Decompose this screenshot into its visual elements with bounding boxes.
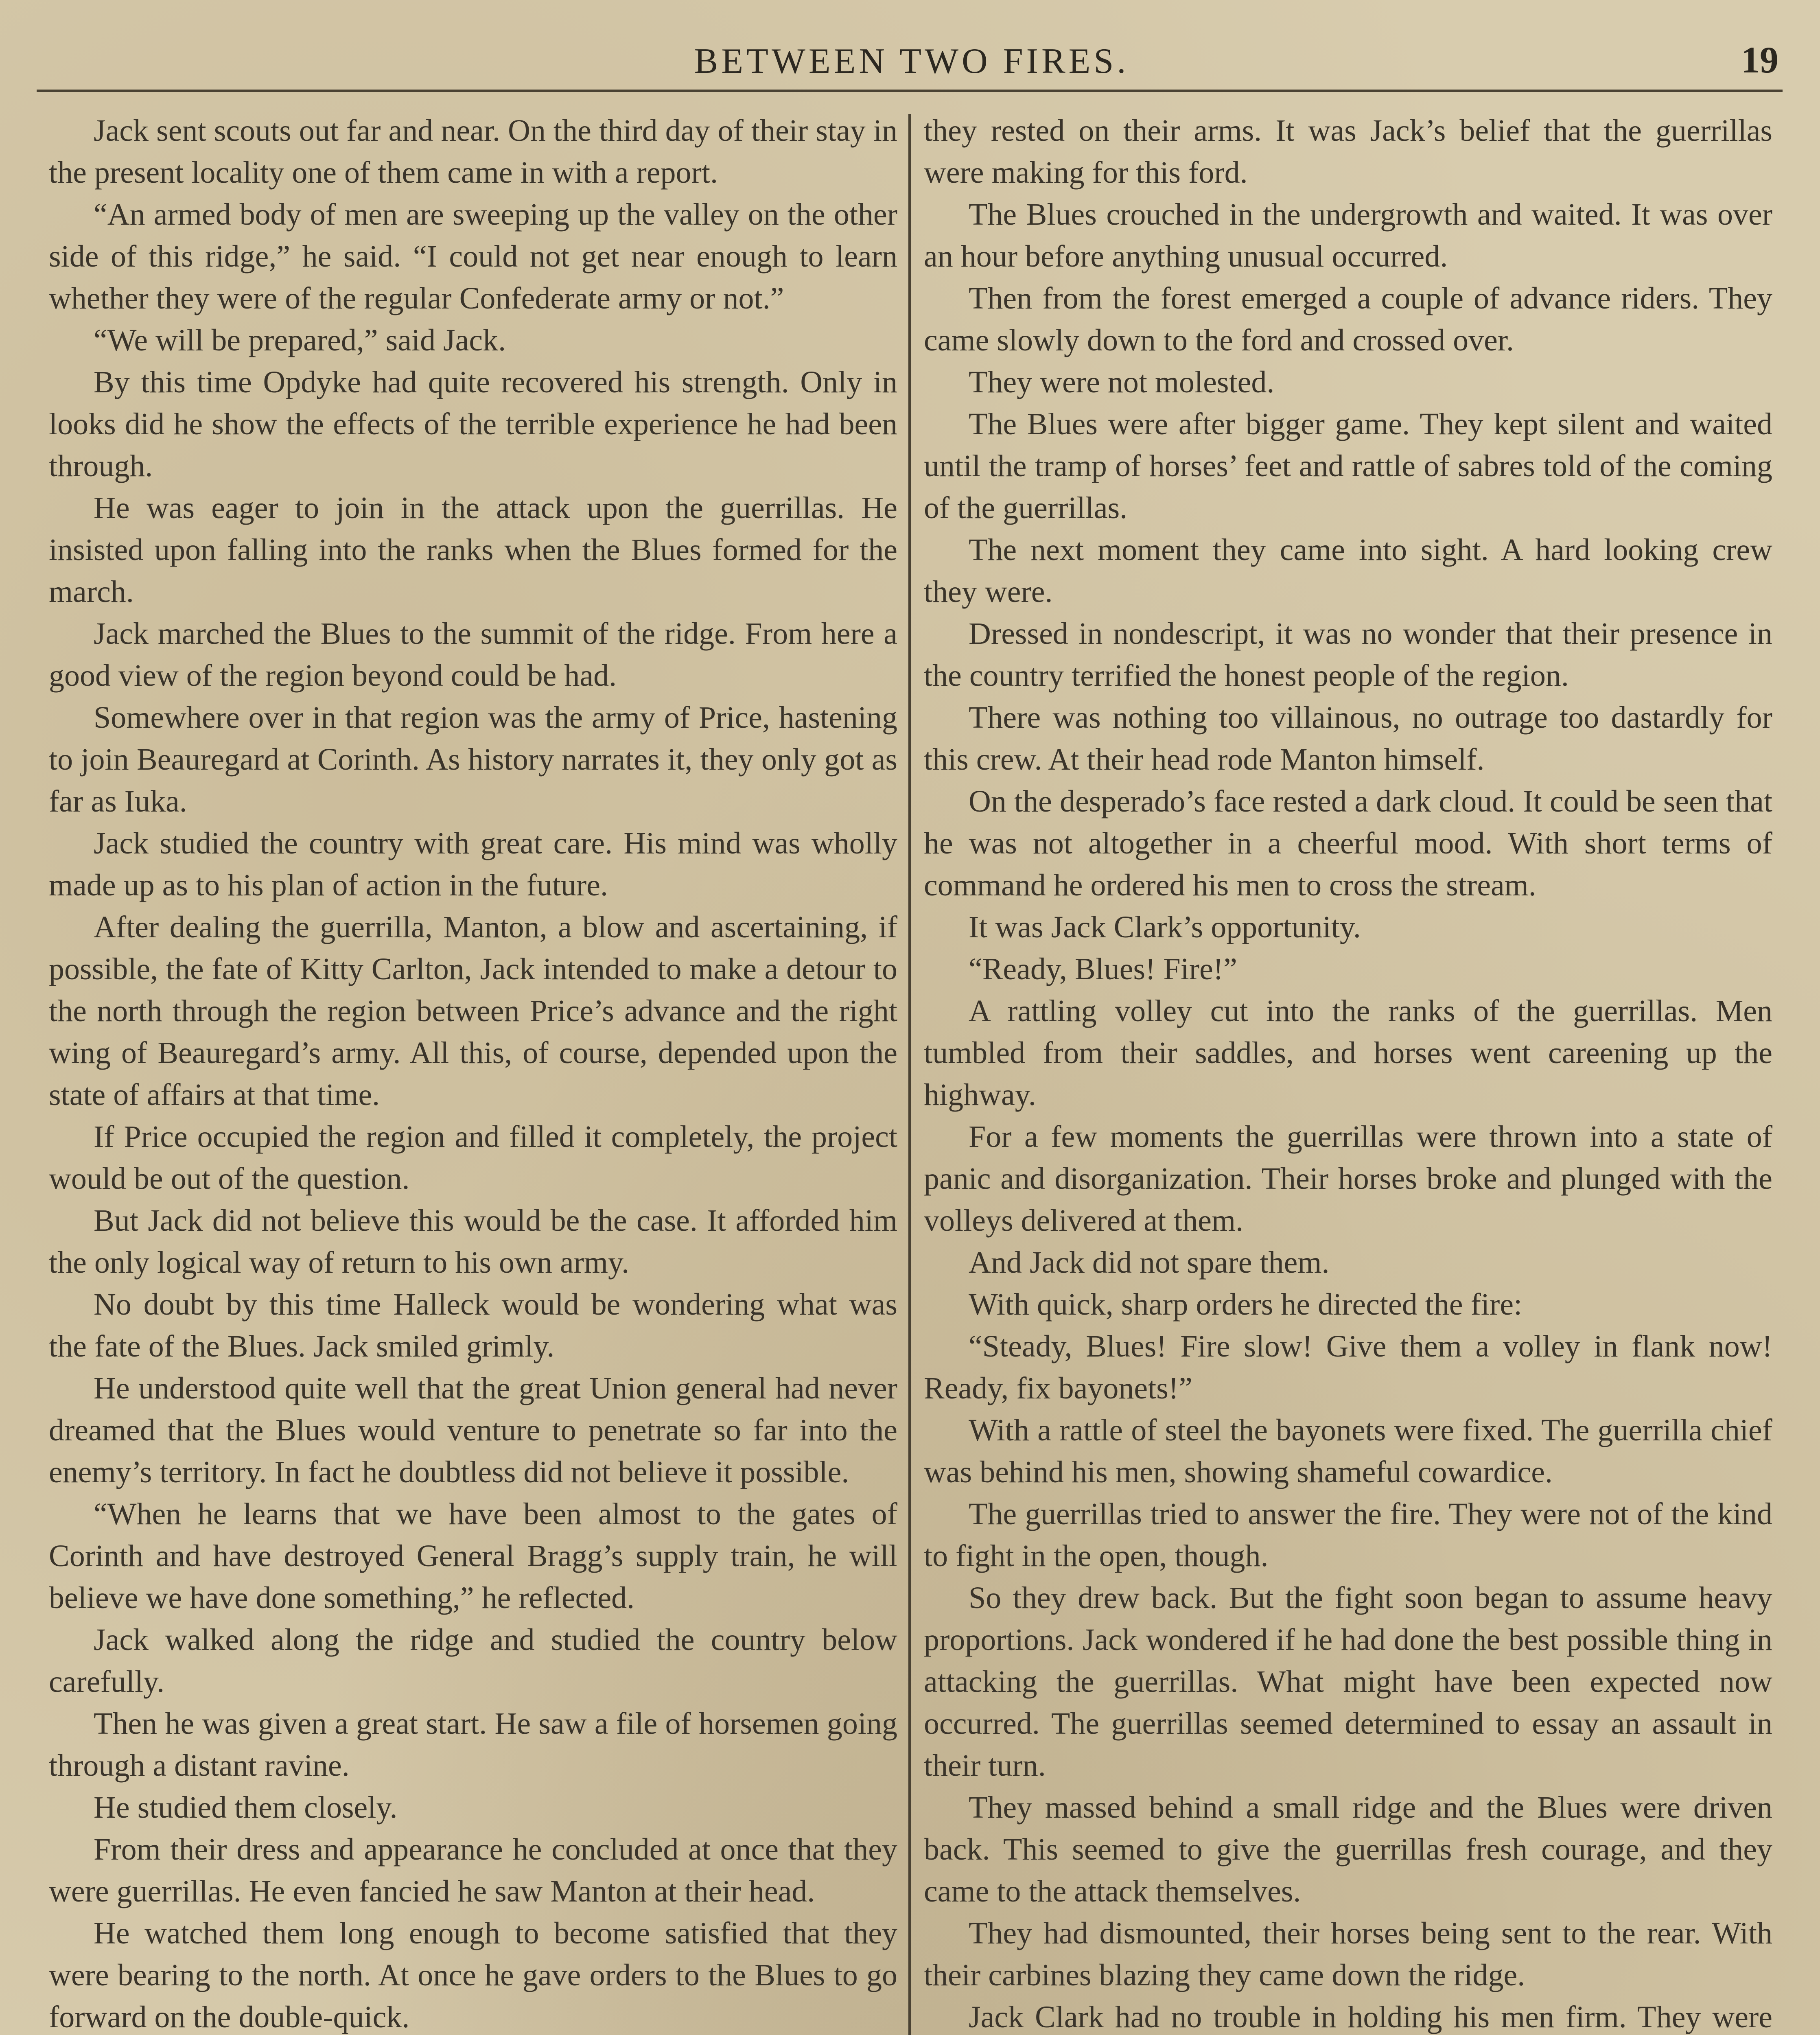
running-title: BETWEEN TWO FIRES. <box>694 42 1129 81</box>
paragraph: But Jack did not believe this would be the case. It afforded him the only logical way of return to his own army. <box>49 1203 897 1280</box>
paragraph: The next moment they came into sight. A hard looking crew they were. <box>924 533 1772 609</box>
page-number: 19 <box>1741 39 1778 81</box>
paragraph: The guerrillas tried to answer the fire. They were not of the kind to fight in the open, though. <box>924 1497 1772 1573</box>
left-column <box>49 110 897 2035</box>
paragraph: And Jack did not spare them. <box>969 1245 1330 1280</box>
paragraph: No doubt by this time Halleck would be wondering what was the fate of the Blues. Jack smiled grimly. <box>49 1287 897 1363</box>
paragraph-continuation: they rested on their arms. It was Jack’s belief that the guerrillas were making for this ford. <box>924 114 1772 190</box>
paragraph: Dressed in nondescript, it was no wonder that their presence in the country terrified the honest people of the region. <box>924 617 1772 693</box>
paragraph: Jack walked along the ridge and studied the country below carefully. <box>49 1623 897 1699</box>
paragraph: They were not molested. <box>969 365 1275 399</box>
paragraph: Jack sent scouts out far and near. On the third day of their stay in the present locality one of them came in with a report. <box>49 114 897 190</box>
paragraph: Then he was given a great start. He saw a file of horsemen going through a distant ravine. <box>49 1707 897 1783</box>
paragraph: For a few moments the guerrillas were thrown into a state of panic and disorganization. Their horses broke and plunged with the volleys delivered at them. <box>924 1120 1772 1238</box>
paragraph: After dealing the guerrilla, Manton, a blow and ascertaining, if possible, the fate of Kitty Carlton, Jack intended to make a detour to the north through the region between Price’s advance and the right wing of Beauregard’s army. All this, of course, depended upon the state of affairs at that time. <box>49 910 897 1112</box>
paragraph: He studied them closely. <box>94 1790 398 1825</box>
paragraph: “When he learns that we have been almost to the gates of Corinth and have destroyed General Bragg’s supply train, he will believe we have done something,” he reflected. <box>49 1497 897 1615</box>
paragraph: He was eager to join in the attack upon the guerrillas. He insisted upon falling into the ranks when the Blues formed for the march. <box>49 491 897 609</box>
paragraph: Jack studied the country with great care. His mind was wholly made up as to his plan of action in the future. <box>49 826 897 902</box>
paragraph: With quick, sharp orders he directed the fire: <box>969 1287 1522 1322</box>
paragraph: The Blues were after bigger game. They kept silent and waited until the tramp of horses’ feet and rattle of sabres told of the coming of the guerrillas. <box>924 407 1772 525</box>
paragraph: With a rattle of steel the bayonets were fixed. The guerrilla chief was behind his men, showing shameful cowardice. <box>924 1413 1772 1489</box>
paragraph: It was Jack Clark’s opportunity. <box>969 910 1361 944</box>
paragraph: By this time Opdyke had quite recovered his strength. Only in looks did he show the effects of the terrible experience he had been through. <box>49 365 897 483</box>
paragraph: Jack Clark had no trouble in holding his men firm. They were <box>969 2000 1772 2034</box>
page-header <box>45 24 1778 94</box>
paragraph: So they drew back. But the fight soon began to assume heavy proportions. Jack wondered if he had done the best possible thing in attacking the guerrillas. What might have been expected now occurred. The guerrillas seemed determined to essay an assault in their turn. <box>924 1581 1772 1783</box>
paragraph: He watched them long enough to become satisfied that they were bearing to the north. At once he gave orders to the Blues to go forward on the double-quick. <box>49 1916 897 2034</box>
paragraph: From their dress and appearance he concluded at once that they were guerrillas. He even fancied he saw Manton at their head. <box>49 1832 897 1908</box>
column-rule <box>908 114 911 2035</box>
paragraph: On the desperado’s face rested a dark cloud. It could be seen that he was not altogether in a cheerful mood. With short terms of command he ordered his men to cross the stream. <box>924 784 1772 902</box>
paragraph: Somewhere over in that region was the army of Price, hastening to join Beauregard at Corinth. As history narrates it, they only got as far as Iuka. <box>49 700 897 818</box>
paragraph: There was nothing too villainous, no outrage too dastardly for this crew. At their head rode Manton himself. <box>924 700 1772 777</box>
paragraph: “An armed body of men are sweeping up the valley on the other side of this ridge,” he said. “I could not get near enough to learn whether they were of the regular Confederate army or not.” <box>49 197 897 315</box>
paragraph: Jack marched the Blues to the summit of the ridge. From here a good view of the region beyond could be had. <box>49 617 897 693</box>
paragraph: If Price occupied the region and filled it completely, the project would be out of the question. <box>49 1120 897 1196</box>
paragraph: A rattling volley cut into the ranks of the guerrillas. Men tumbled from their saddles, and horses went careening up the highway. <box>924 994 1772 1112</box>
paragraph: They massed behind a small ridge and the Blues were driven back. This seemed to give the guerrillas fresh courage, and they came to the attack themselves. <box>924 1790 1772 1908</box>
paragraph: They had dismounted, their horses being sent to the rear. With their carbines blazing they came down the ridge. <box>924 1916 1772 1992</box>
right-column <box>924 110 1772 2035</box>
header-rule <box>37 90 1783 92</box>
paragraph: “Steady, Blues! Fire slow! Give them a volley in flank now! Ready, fix bayonets!” <box>924 1329 1772 1405</box>
paragraph: “We will be prepared,” said Jack. <box>94 323 506 357</box>
paragraph: The Blues crouched in the undergrowth and waited. It was over an hour before anything unusual occurred. <box>924 197 1772 274</box>
paragraph: “Ready, Blues! Fire!” <box>969 952 1237 986</box>
paragraph: Then from the forest emerged a couple of advance riders. They came slowly down to the ford and crossed over. <box>924 281 1772 357</box>
paragraph: He understood quite well that the great Union general had never dreamed that the Blues would venture to penetrate so far into the enemy’s territory. In fact he doubtless did not believe it possible. <box>49 1371 897 1489</box>
